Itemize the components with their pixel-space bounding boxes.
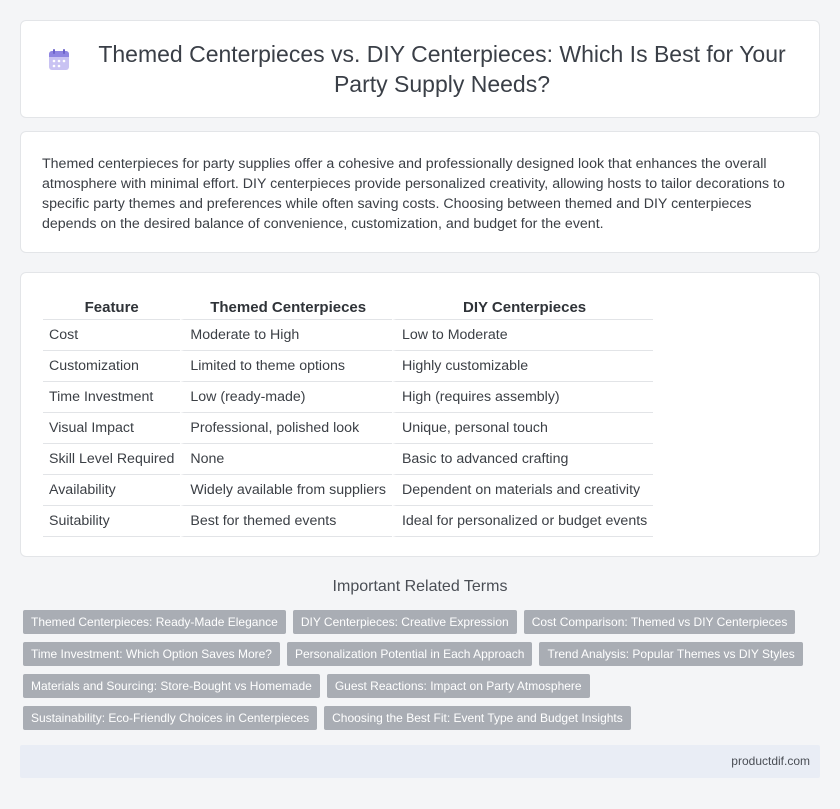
table-row <box>43 351 653 382</box>
table-cell: Best for themed events <box>180 506 392 537</box>
footer-site-link[interactable]: productdif.com <box>731 754 810 768</box>
related-term-tag[interactable]: Sustainability: Eco-Friendly Choices in Centerpieces <box>23 706 317 730</box>
related-term-tag[interactable]: Guest Reactions: Impact on Party Atmosphere <box>327 674 590 698</box>
related-term-tag[interactable]: Time Investment: Which Option Saves More? <box>23 642 280 666</box>
table-cell: Professional, polished look <box>180 413 392 444</box>
table-row <box>43 382 653 413</box>
related-term-tag[interactable]: Personalization Potential in Each Approach <box>287 642 532 666</box>
related-term-tag[interactable]: Trend Analysis: Popular Themes vs DIY Styles <box>539 642 802 666</box>
table-cell: Availability <box>43 475 180 506</box>
title-card <box>20 20 820 118</box>
column-header-themed: Themed Centerpieces <box>180 296 392 320</box>
table-row <box>43 413 653 444</box>
page-title: Themed Centerpieces vs. DIY Centerpieces: Which Is Best for Your Party Supply Needs? <box>98 41 786 97</box>
comparison-table <box>43 296 653 537</box>
related-term-tag[interactable]: Cost Comparison: Themed vs DIY Centerpieces <box>524 610 796 634</box>
related-terms-list <box>23 610 823 738</box>
table-cell: Time Investment <box>43 382 180 413</box>
table-cell: Unique, personal touch <box>392 413 653 444</box>
tag-row <box>23 610 823 634</box>
table-cell: Customization <box>43 351 180 382</box>
related-term-tag[interactable]: DIY Centerpieces: Creative Expression <box>293 610 517 634</box>
table-row <box>43 506 653 537</box>
table-cell: Limited to theme options <box>180 351 392 382</box>
table-cell: Low to Moderate <box>392 320 653 351</box>
footer <box>20 745 820 778</box>
related-term-tag[interactable]: Themed Centerpieces: Ready-Made Elegance <box>23 610 286 634</box>
table-cell: Suitability <box>43 506 180 537</box>
table-cell: Cost <box>43 320 180 351</box>
column-header-feature: Feature <box>43 296 180 320</box>
table-cell: Dependent on materials and creativity <box>392 475 653 506</box>
table-cell: None <box>180 444 392 475</box>
table-row <box>43 444 653 475</box>
related-term-tag[interactable]: Materials and Sourcing: Store-Bought vs Homemade <box>23 674 320 698</box>
tag-row <box>23 674 823 698</box>
intro-paragraph: Themed centerpieces for party supplies offer a cohesive and professionally designed look that enhances the overall atmosphere with minimal effort. DIY centerpieces provide personalized creativity, allowing hosts to tailor decorations to specific party themes and preferences while often saving costs. Choosing between themed and DIY centerpieces depends on the desired balance of convenience, customization, and budget for the event. <box>42 156 785 232</box>
related-terms-heading: Important Related Terms <box>332 578 508 595</box>
table-cell: Widely available from suppliers <box>180 475 392 506</box>
table-row <box>43 320 653 351</box>
table-cell: Skill Level Required <box>43 444 180 475</box>
table-header-row <box>43 296 653 320</box>
table-cell: Low (ready-made) <box>180 382 392 413</box>
intro-card <box>20 131 820 253</box>
table-cell: Basic to advanced crafting <box>392 444 653 475</box>
related-term-tag[interactable]: Choosing the Best Fit: Event Type and Budget Insights <box>324 706 631 730</box>
table-row <box>43 475 653 506</box>
tag-row <box>23 706 823 730</box>
table-cell: Ideal for personalized or budget events <box>392 506 653 537</box>
table-cell: Highly customizable <box>392 351 653 382</box>
comparison-card <box>20 272 820 557</box>
table-cell: Moderate to High <box>180 320 392 351</box>
table-cell: High (requires assembly) <box>392 382 653 413</box>
tag-row <box>23 642 823 666</box>
table-cell: Visual Impact <box>43 413 180 444</box>
column-header-diy: DIY Centerpieces <box>392 296 653 320</box>
